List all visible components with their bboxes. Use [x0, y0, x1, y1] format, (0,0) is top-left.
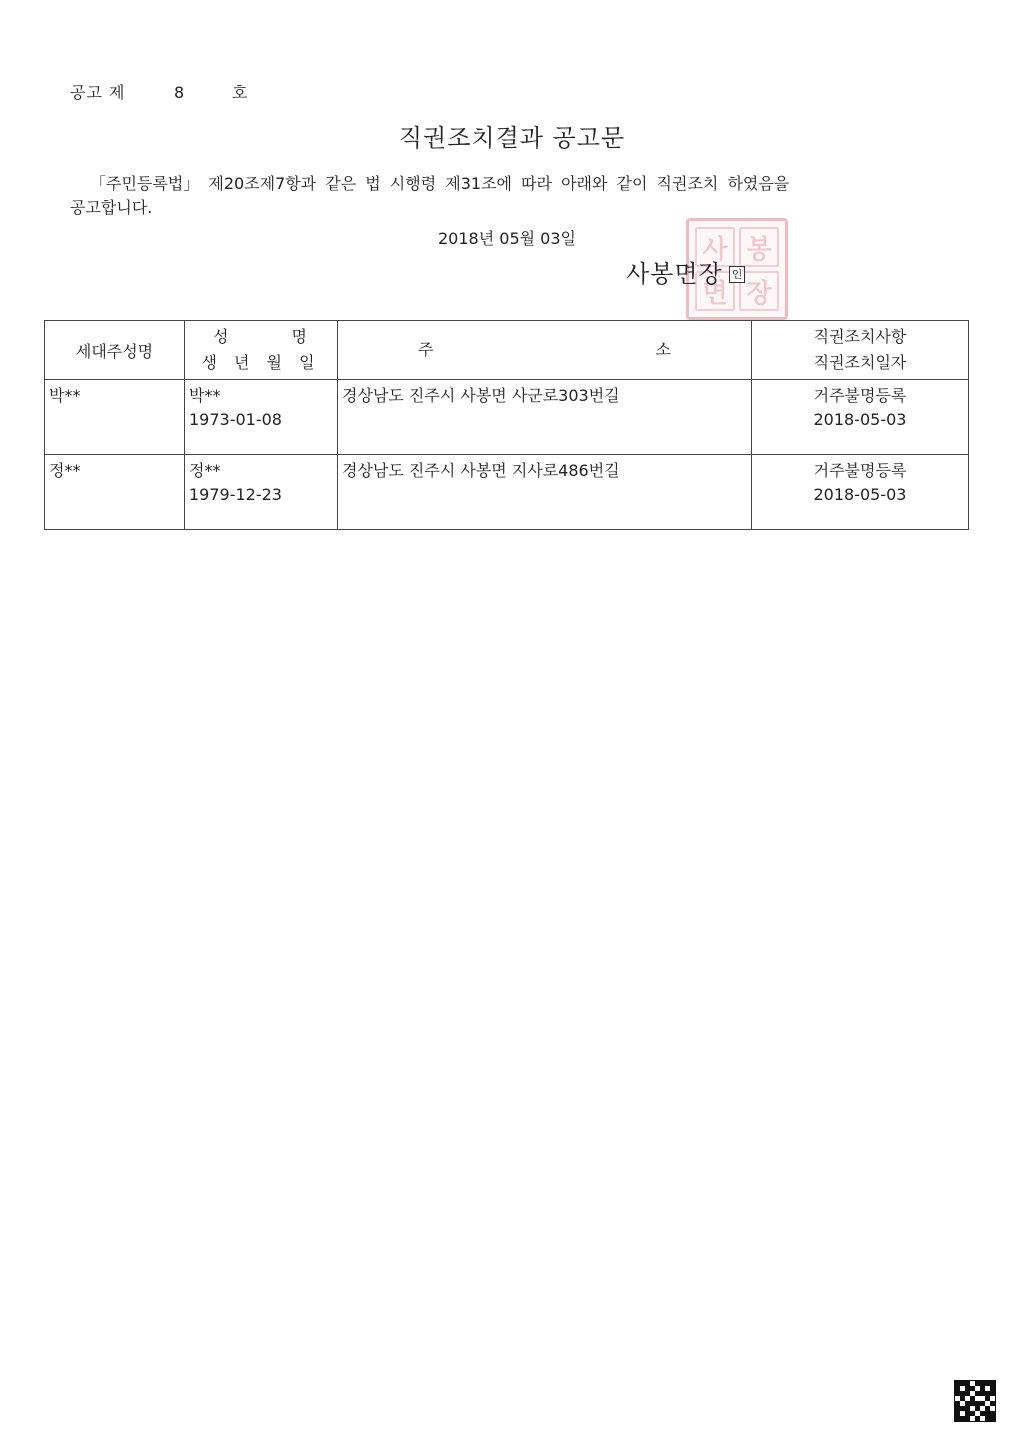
notice-number-label: 공고 제: [70, 83, 126, 102]
cell-action: [752, 455, 969, 530]
header-householder: 세대주성명: [45, 321, 185, 380]
header-birth: 생 년 월 일: [201, 353, 321, 372]
cell-action-type: 거주불명등록: [813, 461, 907, 480]
notice-body-line-2: 공고합니다.: [70, 198, 153, 217]
cell-action-type: 거주불명등록: [813, 386, 907, 405]
cell-birth: 1973-01-08: [189, 410, 282, 429]
seal-glyph: 사: [695, 227, 735, 267]
cell-action: [752, 380, 969, 455]
header-name-part1: 성: [213, 327, 229, 346]
seal-glyph: 면: [695, 271, 735, 311]
table-header-row: [45, 321, 969, 380]
cell-address: 경상남도 진주시 사봉면 지사로486번길: [338, 455, 752, 530]
issuer-signature: [626, 254, 745, 289]
cell-name-birth: [185, 455, 338, 530]
notice-date: 2018년 05월 03일: [438, 229, 576, 248]
header-address-part1: 주: [418, 340, 434, 359]
notice-number-value: 8: [174, 83, 186, 102]
notice-number-suffix: 호: [232, 83, 249, 102]
table-row: [45, 380, 969, 455]
header-action: [752, 321, 969, 380]
table-row: [45, 455, 969, 530]
cell-householder: 정**: [45, 455, 185, 530]
header-address-part2: 소: [655, 340, 671, 359]
notice-body-line-1: 「주민등록법」 제20조제7항과 같은 법 시행령 제31조에 따라 아래와 같이 직권조치 하였음을: [90, 174, 790, 193]
seal-glyph: 장: [739, 271, 779, 311]
notice-body: [70, 172, 900, 220]
cell-name: 정**: [189, 461, 221, 480]
seal-glyph: 봉: [739, 227, 779, 267]
header-address: [338, 321, 752, 380]
issuer-name: 사봉면장: [626, 260, 723, 288]
cell-name: 박**: [189, 386, 221, 405]
notice-number: [70, 80, 248, 103]
cell-address: 경상남도 진주시 사봉면 사군로303번길: [338, 380, 752, 455]
cell-name-birth: [185, 380, 338, 455]
stamp-mark: 인: [729, 266, 746, 283]
cell-householder: 박**: [45, 380, 185, 455]
cell-birth: 1979-12-23: [189, 485, 282, 504]
header-action-type: 직권조치사항: [813, 327, 907, 346]
header-name-birth: [185, 321, 338, 380]
header-action-date: 직권조치일자: [813, 353, 907, 372]
cell-action-date: 2018-05-03: [813, 485, 907, 504]
qr-code-icon: [954, 1380, 996, 1422]
page-title: 직권조치결과 공고문: [398, 124, 626, 152]
header-name-part2: 명: [291, 327, 307, 346]
notice-table: [44, 320, 969, 530]
cell-action-date: 2018-05-03: [813, 410, 907, 429]
